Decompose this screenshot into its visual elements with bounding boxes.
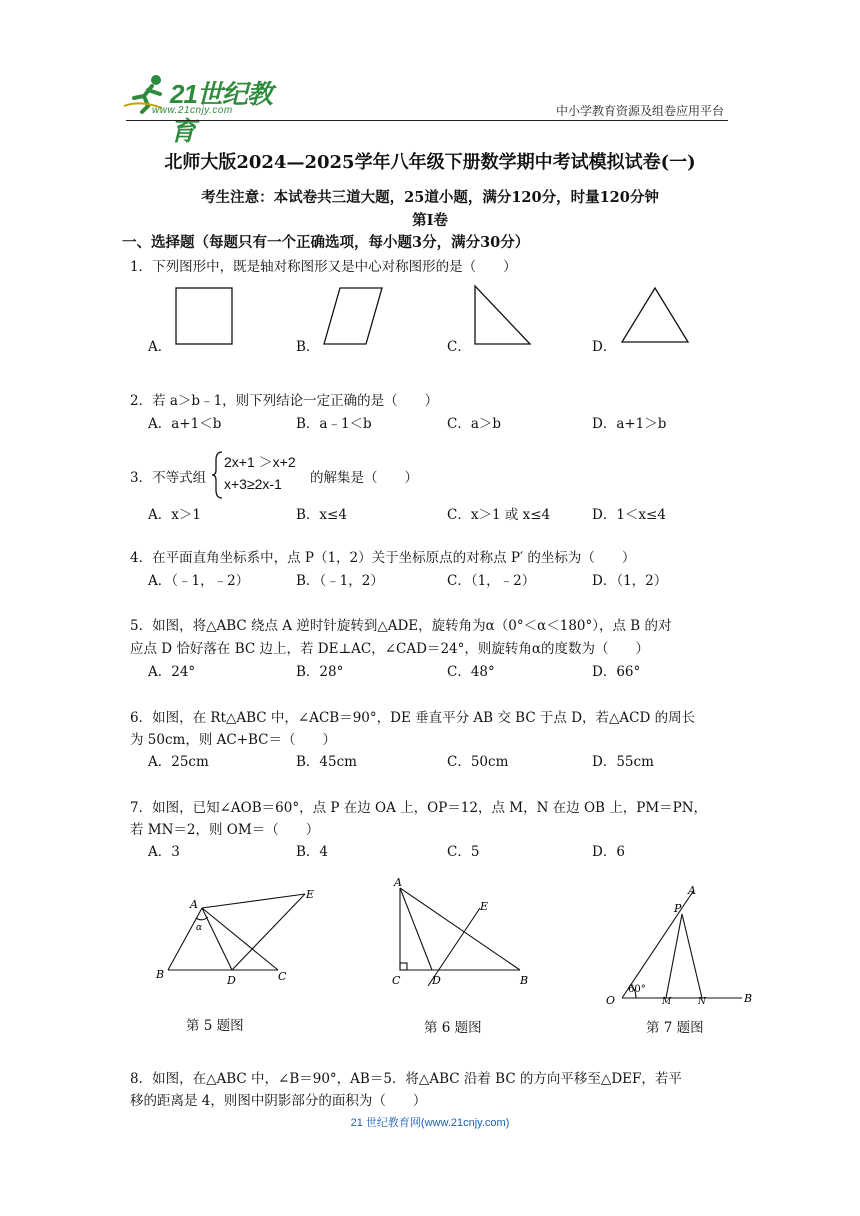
q3-prefix: 3．不等式组 (130, 470, 207, 486)
q3-option-a[interactable]: A．x＞1 (148, 507, 201, 523)
fig7-label-p: P (674, 902, 682, 915)
q5-option-a[interactable]: A．24° (148, 664, 196, 680)
exam-title: 北师大版2024—2025学年八年级下册数学期中考试模拟试卷(一) (164, 152, 696, 173)
fig5-label-alpha: α (196, 923, 203, 933)
logo (122, 72, 292, 146)
fig5-label-e: E (306, 888, 315, 901)
logo-text: 21世纪教育 (170, 79, 272, 146)
q1-option-c[interactable]: C． (447, 339, 471, 355)
fig5-label-c: C (278, 970, 287, 983)
q2-option-b[interactable]: B．a﹣1＜b (296, 416, 372, 432)
figure-5-caption: 第 5 题图 (186, 1018, 244, 1034)
q6-option-c[interactable]: C．50cm (447, 754, 509, 770)
q2-text: 2．若 a＞b﹣1，则下列结论一定正确的是（ ） (130, 393, 439, 409)
platform-label: 中小学教育资源及组卷应用平台 (555, 104, 724, 118)
figure-6-caption: 第 6 题图 (424, 1020, 482, 1036)
section-heading: 一、选择题（每题只有一个正确选项，每小题3分，满分30分） (122, 234, 530, 251)
q2-option-d[interactable]: D．a+1＞b (592, 416, 667, 432)
q5-option-c[interactable]: C．48° (447, 664, 495, 680)
figure-5 (150, 884, 330, 994)
q8-line1: 8．如图，在△ABC 中，∠B＝90°，AB＝5．将△ABC 沿着 BC 的方向平移至△DEF，若平 (130, 1071, 682, 1087)
q6-option-d[interactable]: D．55cm (592, 754, 654, 770)
q6-option-b[interactable]: B．45cm (296, 754, 357, 770)
figure-6 (388, 874, 538, 998)
fig7-label-n: N (698, 997, 706, 1004)
right-triangle-shape (475, 286, 530, 344)
fig6-label-b: B (520, 974, 529, 987)
q1-option-d[interactable]: D． (592, 339, 617, 355)
q3-inequality-2: x+3≥2x-1 (224, 476, 282, 492)
exam-notice: 考生注意：本试卷共三道大题，25道小题，满分120分，时量120分钟 (201, 189, 659, 206)
q4-option-b[interactable]: B．（﹣1，2） (296, 573, 384, 589)
q6-line1: 6．如图，在 Rt△ABC 中，∠ACB＝90°，DE 垂直平分 AB 交 BC 于点 D，若△ACD 的周长 (130, 710, 696, 726)
q6-line2: 为 50cm，则 AC+BC＝（ ） (130, 732, 337, 748)
fig5-label-a: A (190, 898, 198, 911)
brace-icon (212, 450, 224, 500)
q7-option-d[interactable]: D．6 (592, 844, 625, 860)
fig7-label-60: 60° (628, 984, 646, 995)
q4-text: 4．在平面直角坐标系中，点 P（1，2）关于坐标原点的对称点 P′ 的坐标为（ ） (130, 550, 636, 566)
figure-7-caption: 第 7 题图 (646, 1020, 704, 1036)
q1-text: 1．下列图形中，既是轴对称图形又是中心对称图形的是（ ） (130, 259, 517, 275)
logo-url: www.21cnjy.com (152, 105, 233, 116)
q5-option-d[interactable]: D．66° (592, 664, 641, 680)
fig7-label-b: B (744, 992, 753, 1004)
q5-line2: 应点 D 恰好落在 BC 边上，若 DE⊥AC，∠CAD＝24°，则旋转角α的度数为（ ） (130, 641, 649, 657)
header-divider (126, 120, 728, 121)
fig6-label-e: E (480, 900, 489, 913)
q5-option-b[interactable]: B．28° (296, 664, 344, 680)
fig6-label-c: C (392, 974, 401, 987)
figure-7 (602, 880, 762, 1004)
q7-option-c[interactable]: C．5 (447, 844, 480, 860)
fig6-label-d: D (432, 974, 441, 987)
footer-link[interactable]: 21 世纪教育网(www.21cnjy.com) (350, 1117, 510, 1129)
q7-option-a[interactable]: A．3 (148, 844, 180, 860)
q1-option-a[interactable]: A． (148, 339, 172, 355)
q7-line2: 若 MN＝2，则 OM＝（ ） (130, 822, 320, 838)
q3-option-b[interactable]: B．x≤4 (296, 507, 347, 523)
q4-option-a[interactable]: A．（﹣1，﹣2） (148, 573, 250, 589)
q4-option-c[interactable]: C．（1，﹣2） (447, 573, 536, 589)
q7-line1: 7．如图，已知∠AOB＝60°，点 P 在边 OA 上，OP＝12，点 M，N 在边 OB 上，PM＝PN， (130, 800, 708, 816)
fig6-label-a: A (394, 876, 402, 889)
q3-option-c[interactable]: C．x＞1 或 x≤4 (447, 507, 551, 523)
q3-option-d[interactable]: D．1＜x≤4 (592, 507, 666, 523)
q8-line2: 移的距离是 4，则图中阴影部分的面积为（ ） (130, 1093, 427, 1109)
q2-option-c[interactable]: C．a＞b (447, 416, 502, 432)
fig7-label-o: O (606, 994, 616, 1004)
q1-shapes (170, 284, 710, 350)
q2-option-a[interactable]: A．a+1＜b (148, 416, 222, 432)
parallelogram-shape (324, 288, 382, 344)
q5-line1: 5．如图，将△ABC 绕点 A 逆时针旋转到△ADE，旋转角为α（0°＜α＜180°），点 B 的对 (130, 618, 672, 634)
q3-inequality-1: 2x+1 ＞x+2 (224, 454, 296, 470)
q3-suffix: 的解集是（ ） (310, 470, 418, 486)
square-shape (176, 288, 232, 344)
fig5-label-d: D (227, 974, 236, 987)
fig7-label-a: A (688, 884, 696, 897)
q4-option-d[interactable]: D．（1，2） (592, 573, 668, 589)
fig5-label-b: B (156, 968, 165, 981)
volume-label: 第Ⅰ卷 (412, 212, 448, 229)
triangle-shape (622, 288, 688, 342)
q7-option-b[interactable]: B．4 (296, 844, 329, 860)
q6-option-a[interactable]: A．25cm (148, 754, 209, 770)
q1-option-b[interactable]: B． (296, 339, 320, 355)
fig7-label-m: M (662, 997, 672, 1004)
